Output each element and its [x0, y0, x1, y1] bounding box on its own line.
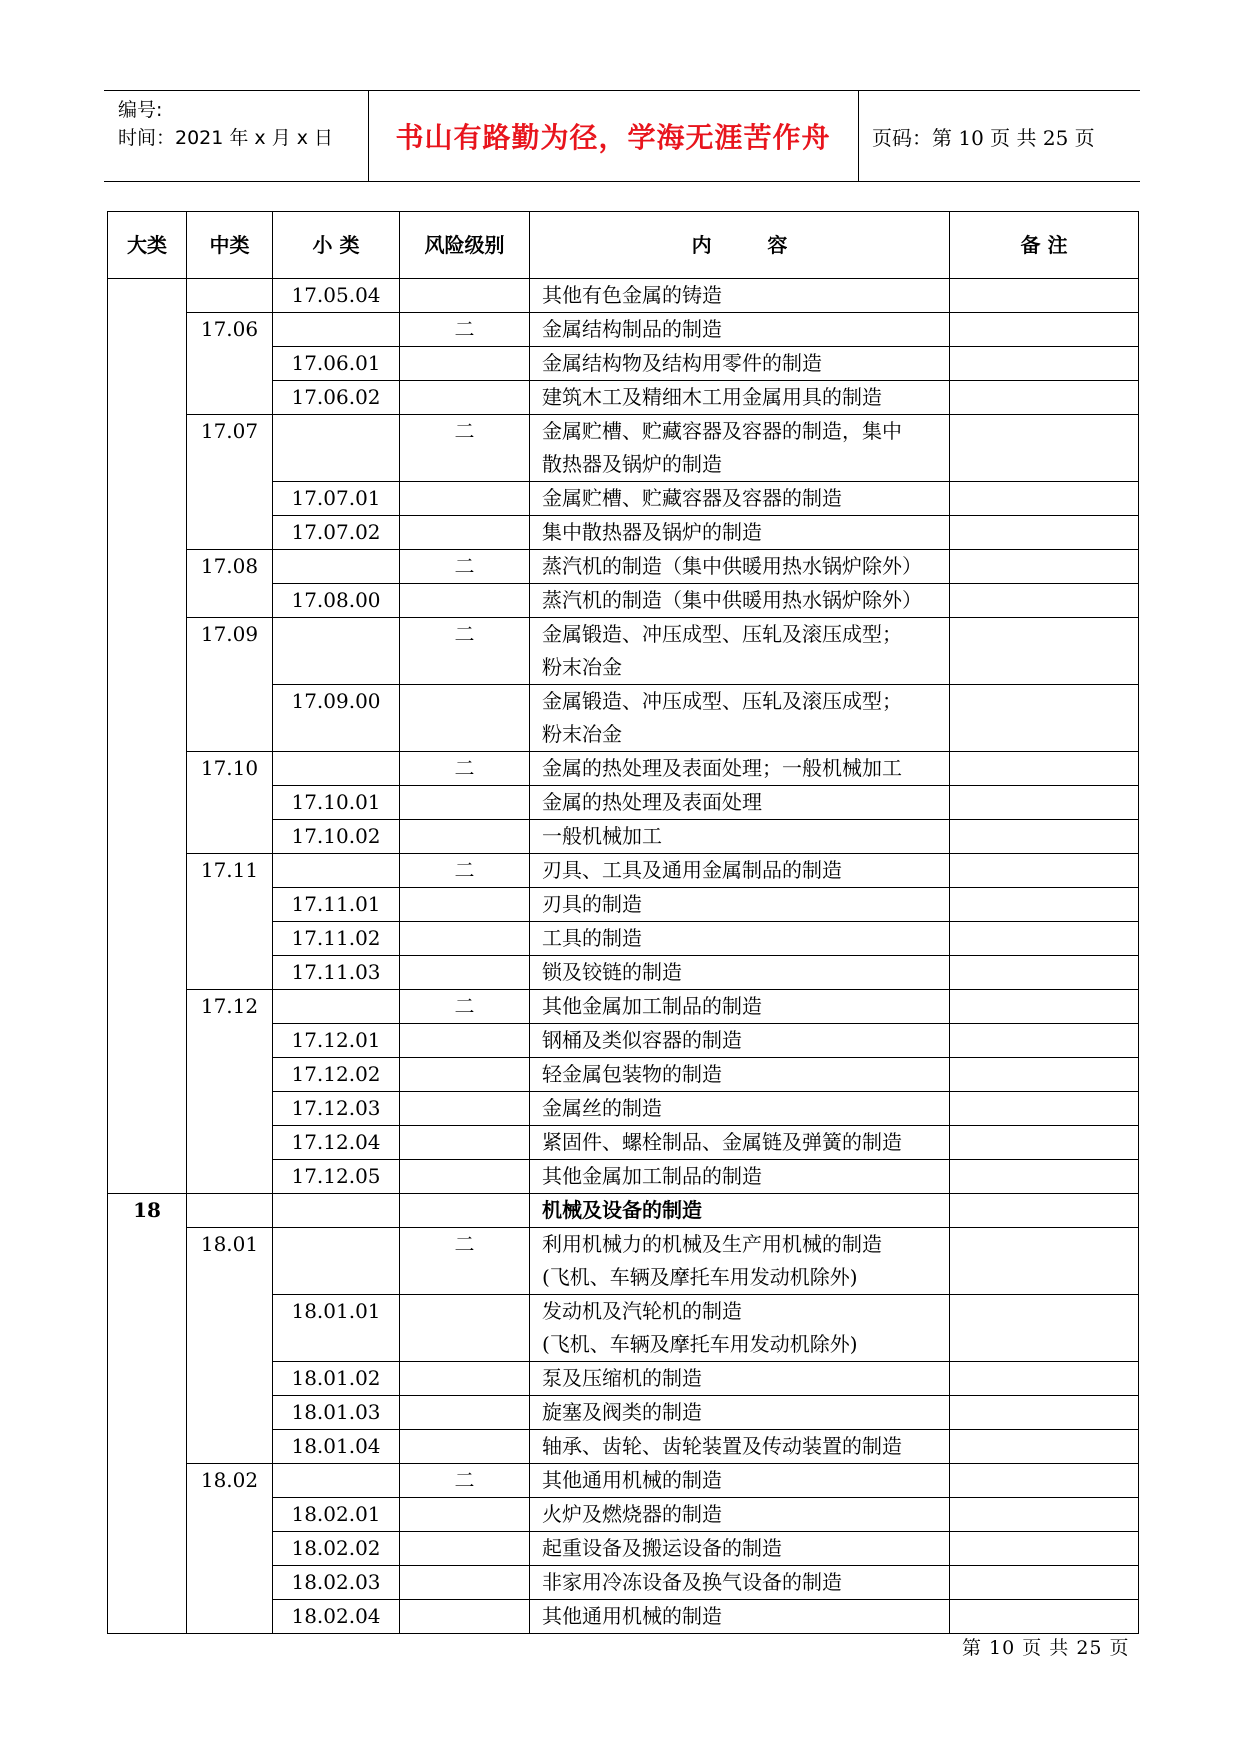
middle-category-cell: 17.11: [187, 854, 273, 990]
minor-category-cell: 17.12.01: [273, 1024, 400, 1058]
risk-level-cell: 二: [400, 618, 530, 685]
content-cell: [530, 1092, 950, 1126]
risk-level-cell: [400, 888, 530, 922]
minor-category-cell: 17.12.03: [273, 1092, 400, 1126]
risk-level-cell: [400, 685, 530, 752]
content-cell: [530, 820, 950, 854]
table-row: [108, 990, 1139, 1024]
content-cell: [530, 550, 950, 584]
content-line: 轻金属包装物的制造: [542, 1062, 722, 1086]
middle-category-cell: 17.09: [187, 618, 273, 752]
middle-category-cell: 17.08: [187, 550, 273, 618]
middle-category-cell: 18.02: [187, 1464, 273, 1634]
content-line: 粉末冶金: [542, 722, 622, 746]
risk-level-cell: 二: [400, 550, 530, 584]
remarks-cell: [950, 347, 1139, 381]
remarks-cell: [950, 1362, 1139, 1396]
content-cell: [530, 1058, 950, 1092]
risk-level-cell: [400, 1295, 530, 1362]
minor-category-cell: 17.07.02: [273, 516, 400, 550]
content-line: 金属贮槽、贮藏容器及容器的制造: [542, 486, 842, 510]
risk-level-cell: [400, 1430, 530, 1464]
content-line: 非家用冷冻设备及换气设备的制造: [542, 1570, 842, 1594]
header-motto: 书山有路勤为径，学海无涯苦作舟: [395, 121, 831, 154]
content-line: 金属结构制品的制造: [542, 317, 722, 341]
minor-category-cell: [273, 313, 400, 347]
content-line: 金属锻造、冲压成型、压轧及滚压成型；: [542, 622, 902, 646]
middle-category-cell: 17.10: [187, 752, 273, 854]
content-cell: [530, 1194, 950, 1228]
remarks-cell: [950, 1396, 1139, 1430]
risk-level-cell: 二: [400, 1228, 530, 1295]
content-cell: [530, 1600, 950, 1634]
risk-level-cell: [400, 381, 530, 415]
remarks-cell: [950, 1126, 1139, 1160]
content-line: 其他金属加工制品的制造: [542, 994, 762, 1018]
remarks-cell: [950, 752, 1139, 786]
table-row: [108, 854, 1139, 888]
content-line: 金属的热处理及表面处理；一般机械加工: [542, 756, 902, 780]
remarks-cell: [950, 990, 1139, 1024]
risk-level-cell: [400, 1498, 530, 1532]
middle-category-cell: [187, 279, 273, 313]
remarks-cell: [950, 685, 1139, 752]
risk-level-cell: [400, 279, 530, 313]
content-line: 其他通用机械的制造: [542, 1468, 722, 1492]
remarks-cell: [950, 381, 1139, 415]
content-line: 泵及压缩机的制造: [542, 1366, 702, 1390]
content-line: 金属锻造、冲压成型、压轧及滚压成型；: [542, 689, 902, 713]
serial-label: 编号:: [118, 99, 163, 121]
content-cell: [530, 1160, 950, 1194]
remarks-cell: [950, 1566, 1139, 1600]
table-row: [108, 313, 1139, 347]
content-line: 锁及铰链的制造: [542, 960, 682, 984]
minor-category-cell: 18.01.04: [273, 1430, 400, 1464]
table-header-row: [108, 212, 1139, 279]
content-cell: [530, 1532, 950, 1566]
table-row: [108, 279, 1139, 313]
risk-level-cell: 二: [400, 990, 530, 1024]
content-line: 其他金属加工制品的制造: [542, 1164, 762, 1188]
content-line: 金属结构物及结构用零件的制造: [542, 351, 822, 375]
risk-level-cell: 二: [400, 415, 530, 482]
risk-level-cell: 二: [400, 313, 530, 347]
content-cell: [530, 381, 950, 415]
remarks-cell: [950, 1058, 1139, 1092]
page-header: [104, 90, 1140, 182]
header-meta: [118, 96, 333, 152]
content-cell: [530, 1396, 950, 1430]
minor-category-cell: 17.09.00: [273, 685, 400, 752]
content-line: (飞机、车辆及摩托车用发动机除外): [542, 1265, 858, 1289]
remarks-cell: [950, 1194, 1139, 1228]
remarks-cell: [950, 820, 1139, 854]
table-row: [108, 1194, 1139, 1228]
page-footer: 第 10 页 共 25 页: [962, 1637, 1130, 1659]
remarks-cell: [950, 1430, 1139, 1464]
table-row: [108, 618, 1139, 685]
minor-category-cell: [273, 618, 400, 685]
remarks-cell: [950, 313, 1139, 347]
minor-category-cell: 17.06.01: [273, 347, 400, 381]
content-cell: [530, 584, 950, 618]
remarks-cell: [950, 1532, 1139, 1566]
risk-level-cell: 二: [400, 854, 530, 888]
risk-level-cell: [400, 584, 530, 618]
col-header-risk-level: 风险级别: [400, 212, 530, 279]
remarks-cell: [950, 1600, 1139, 1634]
content-cell: [530, 415, 950, 482]
minor-category-cell: [273, 854, 400, 888]
content-line: (飞机、车辆及摩托车用发动机除外): [542, 1332, 858, 1356]
content-line: 工具的制造: [542, 926, 642, 950]
major-category-cell: [108, 279, 187, 1194]
content-line: 刃具的制造: [542, 892, 642, 916]
remarks-cell: [950, 786, 1139, 820]
industry-category-table: [107, 211, 1139, 1634]
minor-category-cell: 17.12.05: [273, 1160, 400, 1194]
remarks-cell: [950, 550, 1139, 584]
remarks-cell: [950, 482, 1139, 516]
remarks-cell: [950, 854, 1139, 888]
remarks-cell: [950, 584, 1139, 618]
content-line: 一般机械加工: [542, 824, 662, 848]
minor-category-cell: 17.12.02: [273, 1058, 400, 1092]
content-line: 机械及设备的制造: [542, 1198, 702, 1222]
remarks-cell: [950, 1228, 1139, 1295]
content-line: 起重设备及搬运设备的制造: [542, 1536, 782, 1560]
middle-category-cell: [187, 1194, 273, 1228]
remarks-cell: [950, 1295, 1139, 1362]
remarks-cell: [950, 888, 1139, 922]
risk-level-cell: [400, 956, 530, 990]
minor-category-cell: [273, 752, 400, 786]
risk-level-cell: [400, 820, 530, 854]
risk-level-cell: [400, 1058, 530, 1092]
table-row: [108, 1228, 1139, 1295]
header-page-label: 页码：第 10 页 共 25 页: [872, 125, 1095, 150]
minor-category-cell: 18.02.02: [273, 1532, 400, 1566]
risk-level-cell: [400, 1532, 530, 1566]
minor-category-cell: 17.12.04: [273, 1126, 400, 1160]
table-body: [108, 279, 1139, 1634]
middle-category-cell: 18.01: [187, 1228, 273, 1464]
middle-category-cell: 17.07: [187, 415, 273, 550]
major-category-cell: 18: [108, 1194, 187, 1634]
risk-level-cell: [400, 1396, 530, 1430]
content-cell: [530, 1430, 950, 1464]
content-line: 紧固件、螺栓制品、金属链及弹簧的制造: [542, 1130, 902, 1154]
col-header-minor: 小 类: [273, 212, 400, 279]
table-row: [108, 752, 1139, 786]
risk-level-cell: [400, 786, 530, 820]
content-line: 发动机及汽轮机的制造: [542, 1299, 742, 1323]
table-row: [108, 1464, 1139, 1498]
risk-level-cell: [400, 347, 530, 381]
content-line: 旋塞及阀类的制造: [542, 1400, 702, 1424]
col-header-remarks: 备 注: [950, 212, 1139, 279]
risk-level-cell: 二: [400, 1464, 530, 1498]
content-line: 金属的热处理及表面处理: [542, 790, 762, 814]
header-bottom-rule: [104, 181, 1140, 182]
content-cell: [530, 516, 950, 550]
remarks-cell: [950, 516, 1139, 550]
minor-category-cell: 17.07.01: [273, 482, 400, 516]
content-cell: [530, 990, 950, 1024]
content-cell: [530, 482, 950, 516]
content-cell: [530, 1566, 950, 1600]
content-cell: [530, 1362, 950, 1396]
risk-level-cell: 二: [400, 752, 530, 786]
remarks-cell: [950, 1092, 1139, 1126]
minor-category-cell: 17.11.03: [273, 956, 400, 990]
content-cell: [530, 1498, 950, 1532]
remarks-cell: [950, 1498, 1139, 1532]
remarks-cell: [950, 956, 1139, 990]
risk-level-cell: [400, 1566, 530, 1600]
content-cell: [530, 1464, 950, 1498]
content-line: 建筑木工及精细木工用金属用具的制造: [542, 385, 882, 409]
content-cell: [530, 752, 950, 786]
content-line: 蒸汽机的制造（集中供暖用热水锅炉除外）: [542, 588, 922, 612]
remarks-cell: [950, 279, 1139, 313]
minor-category-cell: 18.02.01: [273, 1498, 400, 1532]
content-line: 粉末冶金: [542, 655, 622, 679]
risk-level-cell: [400, 1362, 530, 1396]
remarks-cell: [950, 1464, 1139, 1498]
content-line: 蒸汽机的制造（集中供暖用热水锅炉除外）: [542, 554, 922, 578]
content-line: 钢桶及类似容器的制造: [542, 1028, 742, 1052]
header-divider: [858, 90, 859, 182]
remarks-cell: [950, 618, 1139, 685]
content-cell: [530, 1126, 950, 1160]
content-cell: [530, 1228, 950, 1295]
remarks-cell: [950, 415, 1139, 482]
middle-category-cell: 17.06: [187, 313, 273, 415]
minor-category-cell: 18.01.01: [273, 1295, 400, 1362]
minor-category-cell: 18.01.03: [273, 1396, 400, 1430]
risk-level-cell: [400, 1126, 530, 1160]
minor-category-cell: 18.02.04: [273, 1600, 400, 1634]
minor-category-cell: 18.02.03: [273, 1566, 400, 1600]
risk-level-cell: [400, 482, 530, 516]
content-cell: [530, 922, 950, 956]
content-cell: [530, 854, 950, 888]
content-line: 其他有色金属的铸造: [542, 283, 722, 307]
content-cell: [530, 956, 950, 990]
risk-level-cell: [400, 1092, 530, 1126]
minor-category-cell: 17.05.04: [273, 279, 400, 313]
content-cell: [530, 347, 950, 381]
col-header-major: 大类: [108, 212, 187, 279]
minor-category-cell: 17.08.00: [273, 584, 400, 618]
minor-category-cell: [273, 990, 400, 1024]
time-label: 时间：2021 年 x 月 x 日: [118, 127, 334, 149]
content-line: 金属丝的制造: [542, 1096, 662, 1120]
content-line: 其他通用机械的制造: [542, 1604, 722, 1628]
content-line: 利用机械力的机械及生产用机械的制造: [542, 1232, 882, 1256]
risk-level-cell: [400, 1194, 530, 1228]
minor-category-cell: [273, 550, 400, 584]
table-row: [108, 550, 1139, 584]
minor-category-cell: 18.01.02: [273, 1362, 400, 1396]
col-header-middle: 中类: [187, 212, 273, 279]
content-line: 火炉及燃烧器的制造: [542, 1502, 722, 1526]
content-cell: [530, 313, 950, 347]
col-header-content: 内 容: [530, 212, 950, 279]
risk-level-cell: [400, 1160, 530, 1194]
middle-category-cell: 17.12: [187, 990, 273, 1194]
content-line: 集中散热器及锅炉的制造: [542, 520, 762, 544]
content-cell: [530, 786, 950, 820]
minor-category-cell: [273, 1194, 400, 1228]
content-line: 散热器及锅炉的制造: [542, 452, 722, 476]
content-cell: [530, 618, 950, 685]
table-row: [108, 415, 1139, 482]
minor-category-cell: 17.10.01: [273, 786, 400, 820]
content-line: 刃具、工具及通用金属制品的制造: [542, 858, 842, 882]
content-cell: [530, 1295, 950, 1362]
content-line: 轴承、齿轮、齿轮装置及传动装置的制造: [542, 1434, 902, 1458]
minor-category-cell: 17.10.02: [273, 820, 400, 854]
risk-level-cell: [400, 922, 530, 956]
minor-category-cell: [273, 1228, 400, 1295]
minor-category-cell: [273, 1464, 400, 1498]
remarks-cell: [950, 1160, 1139, 1194]
minor-category-cell: 17.11.01: [273, 888, 400, 922]
risk-level-cell: [400, 1024, 530, 1058]
content-cell: [530, 279, 950, 313]
remarks-cell: [950, 922, 1139, 956]
minor-category-cell: [273, 415, 400, 482]
content-cell: [530, 1024, 950, 1058]
content-cell: [530, 888, 950, 922]
minor-category-cell: 17.11.02: [273, 922, 400, 956]
risk-level-cell: [400, 1600, 530, 1634]
risk-level-cell: [400, 516, 530, 550]
content-cell: [530, 685, 950, 752]
remarks-cell: [950, 1024, 1139, 1058]
content-line: 金属贮槽、贮藏容器及容器的制造，集中: [542, 419, 902, 443]
minor-category-cell: 17.06.02: [273, 381, 400, 415]
